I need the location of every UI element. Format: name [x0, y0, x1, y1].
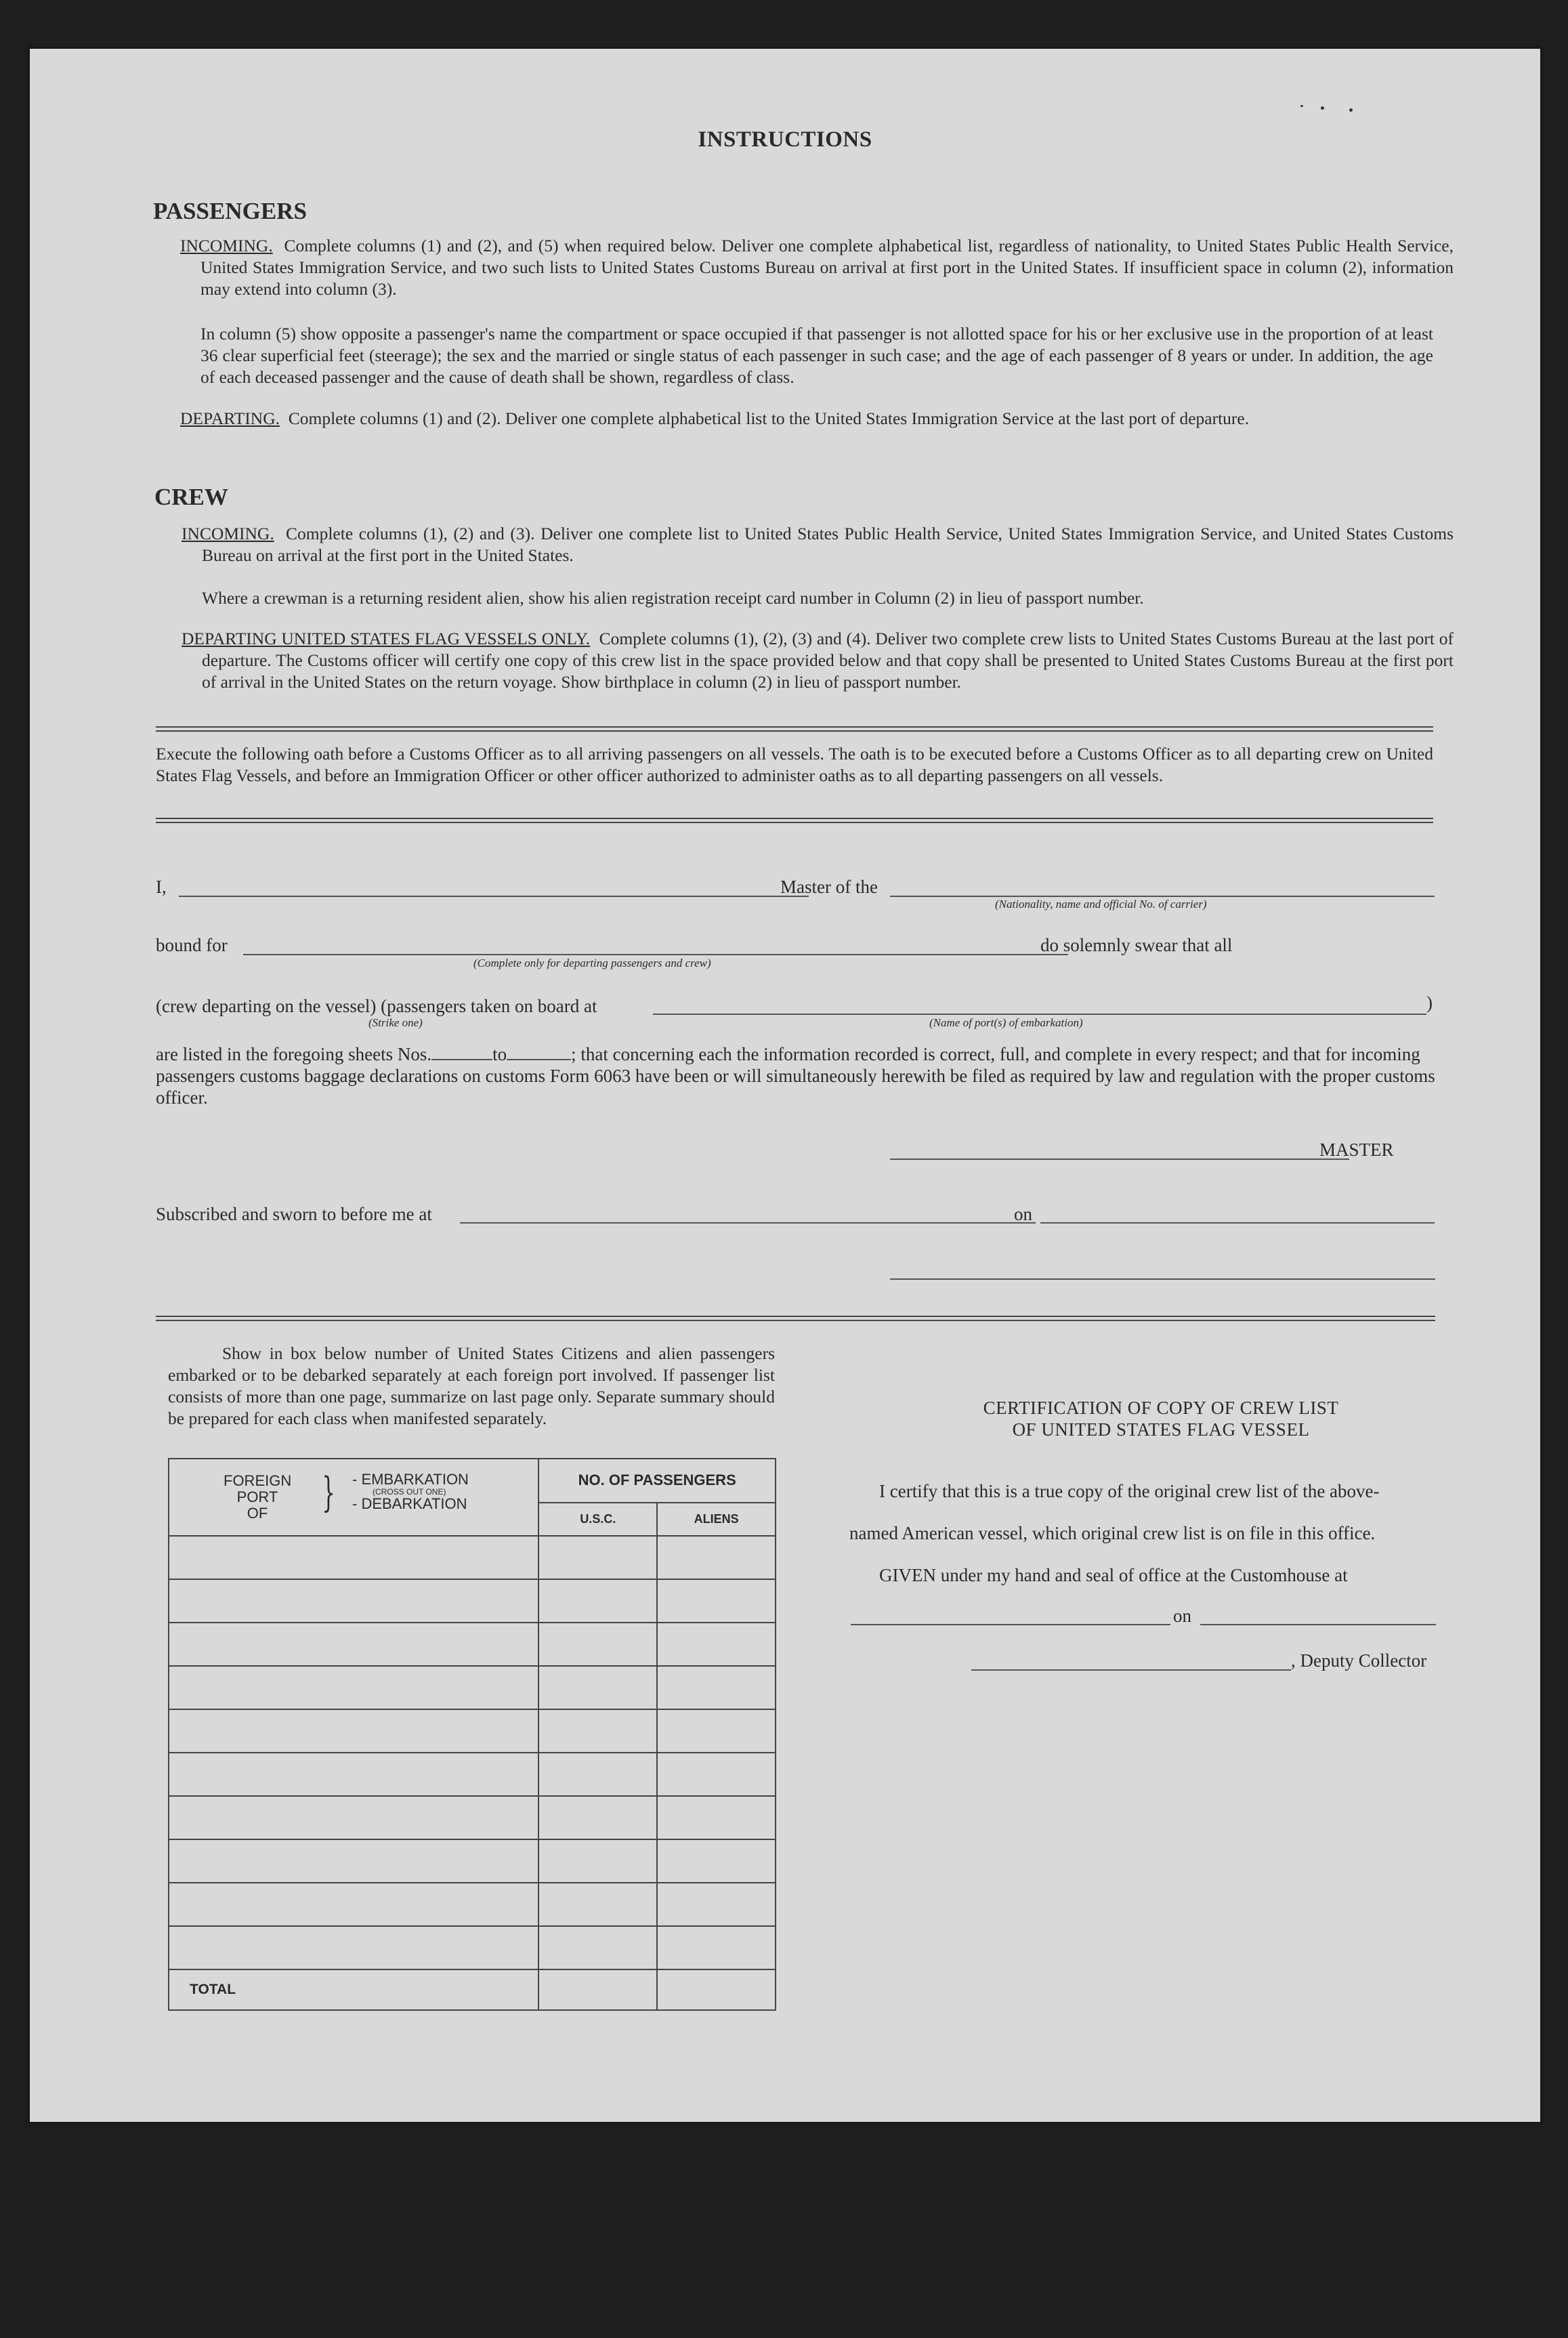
subscribed-on-label: on [1014, 1204, 1032, 1224]
aliens-cell[interactable] [657, 1623, 776, 1666]
usc-cell[interactable] [538, 1623, 657, 1666]
usc-cell[interactable] [538, 1753, 657, 1796]
port-cell[interactable] [169, 1623, 538, 1666]
listed-text-3: and that for incoming passengers customs baggage declarations on customs Form 6063 have been or will simultaneously herewith be filed as required by law and regulation with the proper customs officer. [156, 1044, 1435, 1108]
port-rows [169, 1536, 776, 1969]
scan-speck [1321, 106, 1324, 110]
port-cell[interactable] [169, 1579, 538, 1623]
certification-line-3: GIVEN under my hand and seal of office at the Customhouse at [879, 1565, 1348, 1585]
crew-departing-paragraph [182, 628, 1454, 693]
aliens-header: ALIENS [657, 1503, 776, 1536]
port-label: PORT [236, 1488, 278, 1505]
scan-speck [1349, 108, 1353, 112]
total-aliens-cell[interactable] [657, 1969, 776, 2010]
port-caption: (Name of port(s) of embarkation) [929, 1016, 1083, 1029]
aliens-cell[interactable] [657, 1753, 776, 1796]
table-row [169, 1579, 776, 1623]
crew-departing-label-oath: (crew departing on the vessel) (passengers taken on board at [156, 996, 597, 1016]
certification-heading-1: CERTIFICATION OF COPY OF CREW LIST [983, 1398, 1339, 1418]
sheet-to-field[interactable] [507, 1059, 571, 1060]
usc-cell[interactable] [538, 1709, 657, 1753]
master-label: MASTER [1319, 1140, 1394, 1160]
aliens-cell[interactable] [657, 1709, 776, 1753]
total-label: TOTAL [169, 1969, 538, 2010]
aliens-cell[interactable] [657, 1666, 776, 1709]
usc-cell[interactable] [538, 1579, 657, 1623]
passengers-column5-paragraph: In column (5) show opposite a passenger's name the compartment or space occupied if that passenger is not allotted space for his or her exclusive use in the proportion of at least 36 clear superficial feet (steerage); the sex and the married or single status of each passenger in such case; and the age of each passenger of 8 years or under. In addition, the age of each deceased passenger and the cause of death shall be shown, regardless of class. [200, 324, 1433, 387]
divider-2 [156, 818, 1433, 823]
passengers-heading: PASSENGERS [153, 198, 307, 224]
box-instructions: Show in box below number of United States Citizens and alien passengers embarked or to be debarked separately at each foreign port involved. If passenger list consists of more than one page, summarize on last page only. Separate summary should be prepared for each class when manifested separately. [168, 1343, 775, 1428]
table-row [169, 1536, 776, 1579]
carrier-field[interactable] [890, 896, 1435, 897]
passengers-incoming-paragraph [180, 235, 1454, 300]
aliens-cell[interactable] [657, 1796, 776, 1839]
certification-heading-2: OF UNITED STATES FLAG VESSEL [1012, 1419, 1310, 1440]
oath-instructions: Execute the following oath before a Customs Officer as to all arriving passengers on all vessels. The oath is to be executed before a Customs Officer as to all departing crew on United States Flag Vessels, and before an Immigration Officer or other officer authorized to administer oaths as to all departing passengers on all vessels. [156, 744, 1433, 785]
brace-icon: } [322, 1469, 335, 1516]
port-cell[interactable] [169, 1666, 538, 1709]
crew-departing-text: Complete columns (1), (2), (3) and (4). Deliver two complete crew lists to United States Customs Bureau at the last port of departure. The Customs officer will certify one copy of this crew list in the space provided below and that copy shall be presented to United States Customs Bureau at the first port of arrival in the United States on the return voyage. Show birthplace in column (2) in lieu of passport number. [202, 629, 1454, 692]
listed-text-2: ; that concerning each the information recorded is correct, full, and complete in every respect; [571, 1044, 1258, 1064]
total-usc-cell[interactable] [538, 1969, 657, 2010]
crew-incoming-text: Complete columns (1), (2) and (3). Deliver one complete list to United States Public Health Service, United States Immigration Service, and United States Customs Bureau on arrival at the first port in the United States. [202, 524, 1454, 565]
port-cell[interactable] [169, 1709, 538, 1753]
passengers-departing-text: Complete columns (1) and (2). Deliver one complete alphabetical list to the United States Immigration Service at the last port of departure. [288, 409, 1250, 428]
certification-line-2: named American vessel, which original crew list is on file in this office. [849, 1523, 1376, 1543]
sheet-from-field[interactable] [431, 1059, 492, 1060]
divider-3 [156, 1316, 1435, 1321]
passengers-departing-paragraph [180, 408, 1454, 430]
of-label: OF [247, 1505, 268, 1522]
strike-one-caption: (Strike one) [368, 1016, 423, 1029]
cross-out-one-label: (CROSS OUT ONE) [373, 1487, 446, 1497]
officer-signature-field[interactable] [890, 1278, 1435, 1280]
table-row [169, 1709, 776, 1753]
port-cell[interactable] [169, 1753, 538, 1796]
table-header-row [169, 1459, 776, 1503]
passengers-incoming-label: INCOMING. [180, 236, 273, 255]
table-row [169, 1623, 776, 1666]
port-cell[interactable] [169, 1839, 538, 1883]
table-row [169, 1666, 776, 1709]
foreign-label: FOREIGN [224, 1472, 292, 1489]
certification-date-field[interactable] [1200, 1624, 1436, 1625]
passengers-departing-label: DEPARTING. [180, 409, 280, 428]
certification-on-label: on [1173, 1606, 1191, 1626]
scan-speck [1300, 105, 1303, 107]
aliens-cell[interactable] [657, 1536, 776, 1579]
certification-line-1: I certify that this is a true copy of the original crew list of the above- [879, 1481, 1380, 1501]
usc-header: U.S.C. [538, 1503, 657, 1536]
crew-incoming-paragraph [182, 523, 1454, 566]
usc-cell[interactable] [538, 1666, 657, 1709]
subscribed-at-field[interactable] [460, 1222, 1036, 1224]
table-row [169, 1796, 776, 1839]
total-row [169, 1969, 776, 2010]
crew-departing-label: DEPARTING UNITED STATES FLAG VESSELS ONLY. [182, 629, 591, 648]
port-cell[interactable] [169, 1883, 538, 1926]
port-header-cell [169, 1459, 538, 1536]
deputy-collector-label: , Deputy Collector [1291, 1650, 1427, 1671]
aliens-cell[interactable] [657, 1926, 776, 1969]
usc-cell[interactable] [538, 1883, 657, 1926]
close-paren: ) [1426, 993, 1433, 1013]
aliens-cell[interactable] [657, 1579, 776, 1623]
no-of-passengers-header: NO. OF PASSENGERS [538, 1459, 776, 1503]
crew-resident-paragraph: Where a crewman is a returning resident alien, show his alien registration receipt card number in Column (2) in lieu of passport number. [202, 588, 1144, 608]
crew-heading: CREW [154, 484, 228, 510]
master-signature-field[interactable] [890, 1158, 1349, 1160]
table-row [169, 1883, 776, 1926]
deputy-signature-field[interactable] [971, 1669, 1291, 1671]
debarkation-label: - DEBARKATION [352, 1495, 467, 1512]
page-title: INSTRUCTIONS [698, 127, 872, 152]
table-row [169, 1839, 776, 1883]
bound-for-field[interactable] [243, 954, 1068, 955]
form-sheet [30, 49, 1540, 2122]
port-of-embarkation-field[interactable] [653, 1014, 1426, 1015]
port-cell[interactable] [169, 1536, 538, 1579]
subscribed-date-field[interactable] [1040, 1222, 1435, 1224]
complete-only-caption: (Complete only for departing passengers and crew) [473, 957, 711, 969]
listed-text-1: are listed in the foregoing sheets Nos. [156, 1044, 432, 1064]
usc-cell[interactable] [538, 1926, 657, 1969]
passengers-incoming-text: Complete columns (1) and (2), and (5) when required below. Deliver one complete alphabetical list, regardless of nationality, to United States Public Health Service, United States Immigration Service, and two such lists to United States Customs Bureau on arrival at first port in the United States. If insufficient space in column (2), information may extend into column (3). [200, 236, 1454, 299]
listed-to-label: to [492, 1044, 507, 1064]
listed-line [156, 1043, 1436, 1108]
name-field[interactable] [179, 896, 809, 897]
usc-cell[interactable] [538, 1536, 657, 1579]
port-cell[interactable] [169, 1796, 538, 1839]
aliens-cell[interactable] [657, 1839, 776, 1883]
embarkation-label: - EMBARKATION [352, 1471, 469, 1488]
customhouse-field[interactable] [851, 1624, 1170, 1625]
nationality-caption: (Nationality, name and official No. of carrier) [995, 898, 1207, 911]
crew-incoming-label: INCOMING. [182, 524, 274, 543]
master-of-the-label: Master of the [780, 877, 878, 897]
usc-cell[interactable] [538, 1839, 657, 1883]
table-row [169, 1753, 776, 1796]
bound-for-label: bound for [156, 935, 228, 955]
aliens-cell[interactable] [657, 1883, 776, 1926]
certification-heading [849, 1397, 1472, 1440]
divider-1 [156, 726, 1433, 732]
usc-cell[interactable] [538, 1796, 657, 1839]
table-row [169, 1926, 776, 1969]
do-swear-label: do solemnly swear that all [1040, 935, 1233, 955]
port-cell[interactable] [169, 1926, 538, 1969]
passenger-port-table [168, 1458, 776, 2011]
oath-i-label: I, [156, 877, 167, 897]
subscribed-label: Subscribed and sworn to before me at [156, 1204, 432, 1224]
